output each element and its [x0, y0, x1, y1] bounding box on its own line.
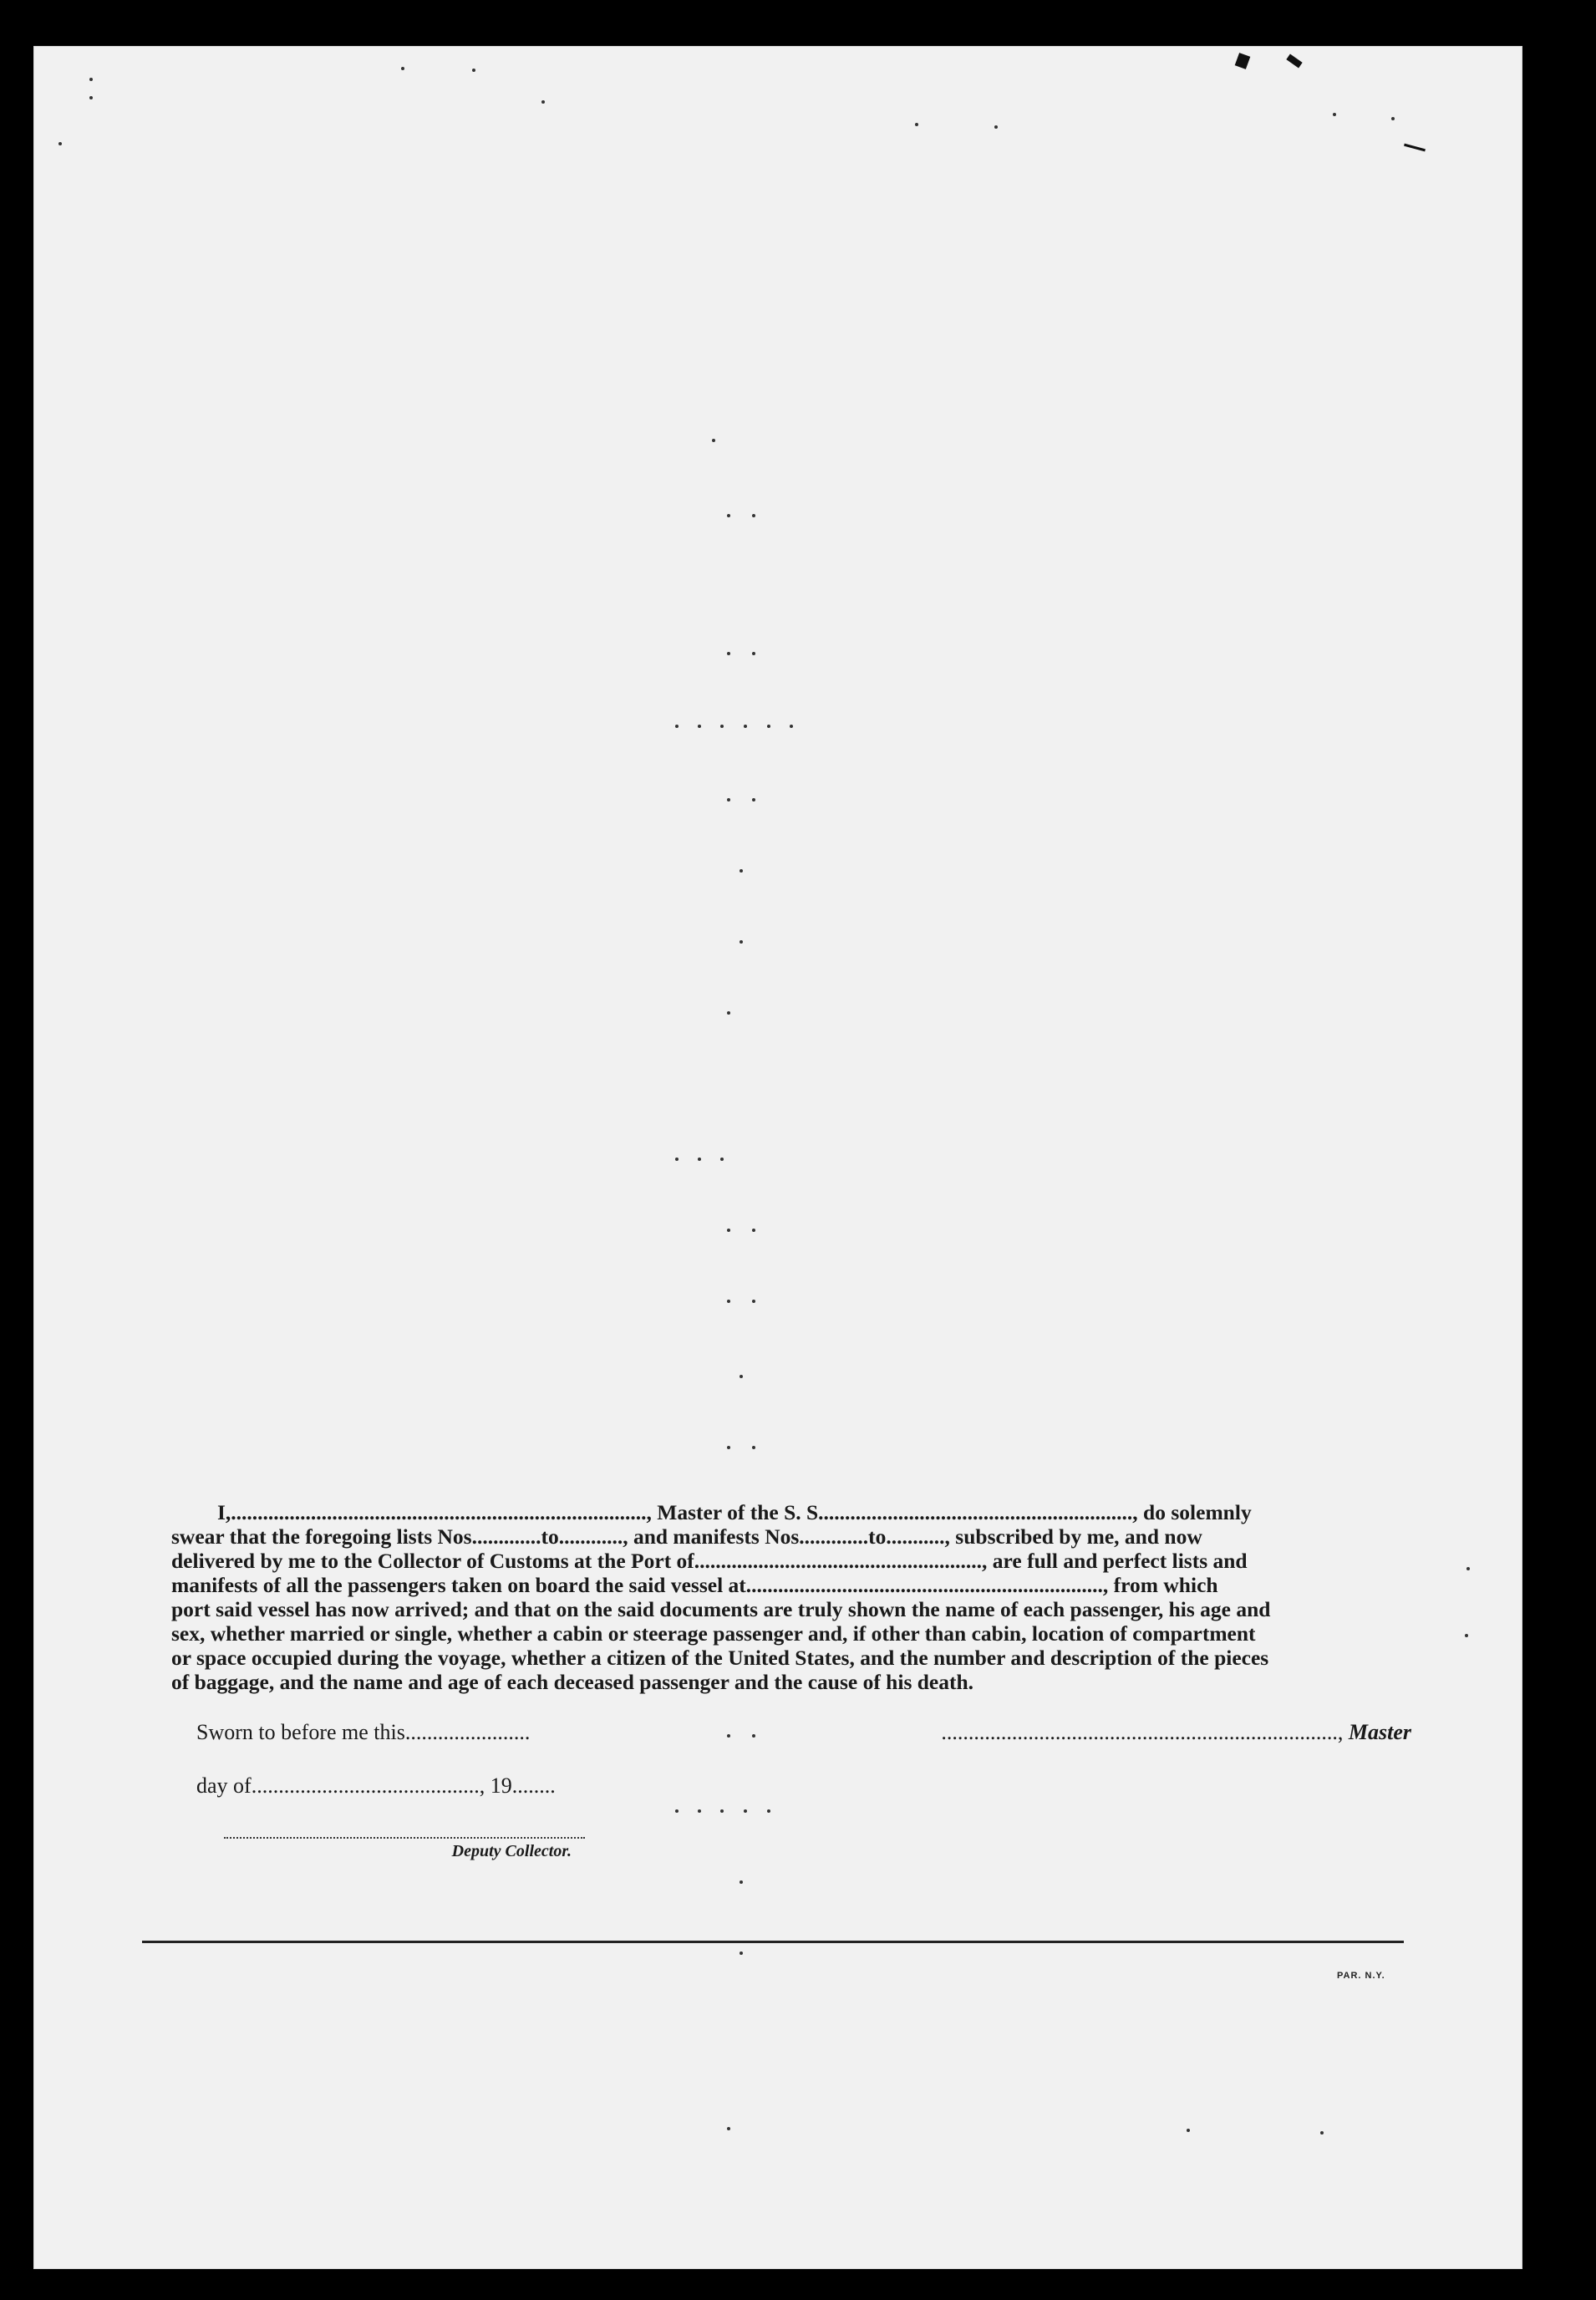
- bleed-dot: [727, 514, 730, 517]
- document-page: [33, 46, 1522, 2269]
- bleed-dot: [767, 725, 770, 728]
- deputy-collector-label: Deputy Collector.: [451, 1842, 572, 1860]
- scan-speck: [1235, 53, 1251, 69]
- bleed-dot: [1466, 1567, 1470, 1570]
- bleed-dot: [720, 1158, 724, 1161]
- bleed-through-text: [326, 138, 339, 159]
- bleed-dot: [1465, 1634, 1468, 1637]
- scan-dot: [541, 100, 545, 104]
- bleed-dot: [727, 1734, 730, 1738]
- scan-dot: [1391, 117, 1395, 120]
- bleed-dot: [744, 1809, 747, 1813]
- day-of-line: day of.........................................., 19........: [196, 1773, 556, 1798]
- bleed-dot: [752, 652, 755, 655]
- master-signature-line: [898, 1720, 1411, 1745]
- bleed-dot: [727, 1300, 730, 1303]
- bleed-dot: [698, 1809, 701, 1813]
- deputy-collector-signature-line: [224, 1829, 585, 1839]
- scan-speck: [1286, 54, 1302, 69]
- printer-mark: PAR. N.Y.: [1337, 1971, 1385, 1981]
- bleed-dot: [698, 725, 701, 728]
- bleed-dot: [720, 1809, 724, 1813]
- bleed-dot: [740, 1880, 743, 1884]
- bleed-dot: [752, 1734, 755, 1738]
- oath-paragraph: [171, 1500, 1411, 1694]
- oath-line-2: swear that the foregoing lists Nos.............to............, and manifests Nos.............to..........., subscribed by me, and now: [171, 1524, 1202, 1549]
- oath-line-7: or space occupied during the voyage, whether a citizen of the United States, and the number and description of the pieces: [171, 1646, 1269, 1670]
- bleed-dot: [727, 1229, 730, 1232]
- bleed-dot: [752, 798, 755, 801]
- sworn-line: Sworn to before me this.......................: [196, 1720, 531, 1744]
- bleed-dot: [712, 439, 715, 442]
- scan-dot: [915, 123, 918, 126]
- bleed-dot: [698, 1158, 701, 1161]
- scan-dot: [1333, 113, 1336, 116]
- master-signature-dots: .........................................................................,: [941, 1720, 1344, 1744]
- scan-dot: [89, 78, 93, 81]
- master-label: Master: [1348, 1720, 1411, 1744]
- oath-line-5: port said vessel has now arrived; and that on the said documents are truly shown the name of each passenger, his age and: [171, 1597, 1271, 1621]
- bleed-dot: [752, 514, 755, 517]
- bleed-dot: [727, 1011, 730, 1015]
- bleed-dot: [740, 1375, 743, 1378]
- bleed-dot: [727, 798, 730, 801]
- oath-line-6: sex, whether married or single, whether a cabin or steerage passenger and, if other than cabin, location of compartment: [171, 1621, 1256, 1646]
- oath-line-8: of baggage, and the name and age of each deceased passenger and the cause of his death.: [171, 1670, 974, 1694]
- bleed-dot: [675, 1158, 679, 1161]
- bleed-dot: [727, 1446, 730, 1449]
- bleed-dot: [752, 1229, 755, 1232]
- bleed-dot: [767, 1809, 770, 1813]
- bleed-dot: [744, 725, 747, 728]
- horizontal-rule: [142, 1941, 1404, 1943]
- oath-line-3: delivered by me to the Collector of Customs at the Port of......................................................, are full and perfect lists and: [171, 1549, 1248, 1573]
- bleed-dot: [1320, 2131, 1324, 2135]
- bleed-dot: [752, 1300, 755, 1303]
- bleed-dot: [727, 652, 730, 655]
- bleed-dot: [740, 869, 743, 873]
- scan-dot: [401, 67, 404, 70]
- bleed-dot: [752, 1446, 755, 1449]
- bleed-dot: [740, 1951, 743, 1955]
- bleed-dot: [790, 725, 793, 728]
- scan-dot: [89, 96, 93, 99]
- bleed-dot: [720, 725, 724, 728]
- bleed-dot: [727, 2127, 730, 2130]
- bleed-dot: [675, 725, 679, 728]
- scan-dot: [58, 142, 62, 145]
- oath-line-4: manifests of all the passengers taken on board the said vessel at..................................................................., from which: [171, 1573, 1218, 1597]
- scan-speck: [1404, 144, 1426, 152]
- bleed-dot: [675, 1809, 679, 1813]
- bleed-dot: [1187, 2129, 1190, 2132]
- scan-dot: [994, 125, 998, 129]
- oath-line-1: I,.............................................................................., Master of the S. S..........................................................., do solemnly: [217, 1500, 1252, 1524]
- scan-dot: [472, 69, 475, 72]
- bleed-dot: [740, 940, 743, 944]
